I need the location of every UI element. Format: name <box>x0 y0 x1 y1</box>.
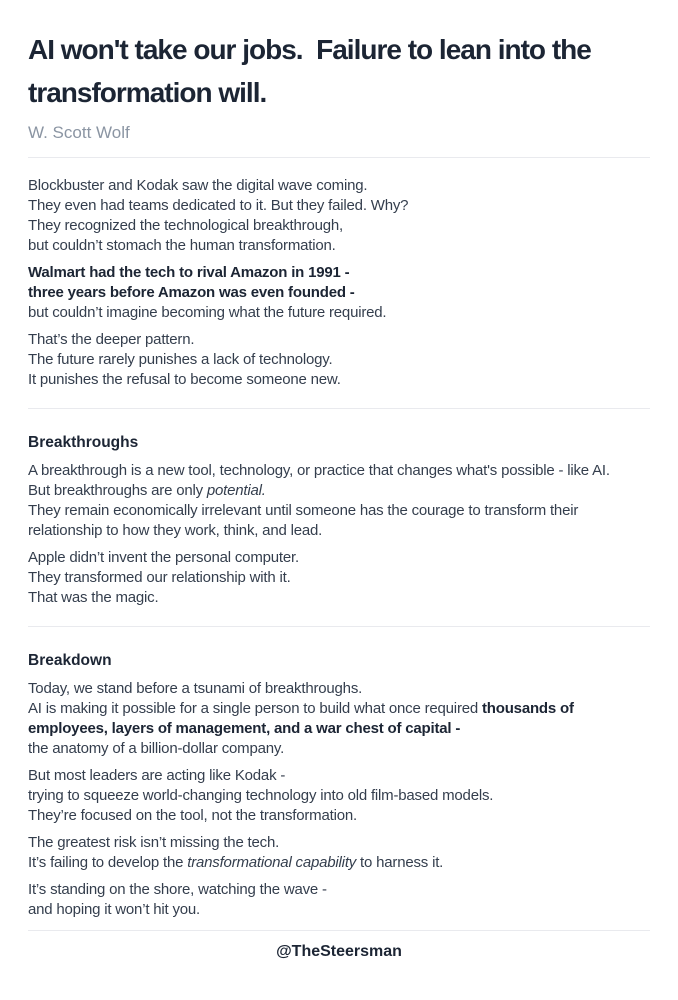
article-title: AI won't take our jobs. Failure to lean into the transformation will. <box>28 34 598 108</box>
text-run: to harness it. <box>356 854 444 871</box>
header-divider <box>28 157 650 158</box>
text-run: A breakthrough is a new tool, technology, or practice that changes what's possible - like AI. <box>28 462 610 479</box>
text-run: and hoping it won’t hit you. <box>28 901 201 918</box>
paragraph <box>28 176 650 256</box>
text-run: The greatest risk isn’t missing the tech. <box>28 834 280 851</box>
text-run: Apple didn’t invent the personal computer. <box>28 549 299 566</box>
footer-divider <box>28 930 650 931</box>
text-run: but couldn’t imagine becoming what the future required. <box>28 304 387 321</box>
paragraph <box>28 330 650 390</box>
text-run: That’s the deeper pattern. <box>28 331 195 348</box>
text-run: potential. <box>206 482 266 499</box>
paragraph <box>28 880 650 920</box>
text-run: But most leaders are acting like Kodak - <box>28 767 286 784</box>
text-run: It punishes the refusal to become someone new. <box>28 371 341 388</box>
article-body <box>28 176 650 920</box>
paragraph <box>28 461 650 541</box>
paragraph <box>28 833 650 873</box>
paragraph <box>28 679 650 759</box>
text-run: Blockbuster and Kodak saw the digital wave coming. <box>28 177 368 194</box>
paragraph <box>28 548 650 608</box>
text-run: three years before Amazon was even founded - <box>28 284 355 301</box>
article-section <box>28 433 650 608</box>
text-run: the anatomy of a billion-dollar company. <box>28 740 285 757</box>
text-run: It’s failing to develop the <box>28 854 188 871</box>
text-run: It’s standing on the shore, watching the wave - <box>28 881 327 898</box>
text-run: Walmart had the tech to rival Amazon in 1991 - <box>28 264 350 281</box>
text-run: AI is making it possible for a single person to build what once required <box>28 700 482 717</box>
paragraph <box>28 766 650 826</box>
text-run: thousands of employees, layers of management, and a war chest of capital - <box>28 700 574 737</box>
text-run: They transformed our relationship with it. <box>28 569 291 586</box>
text-run: but couldn’t stomach the human transformation. <box>28 237 336 254</box>
article-section <box>28 651 650 920</box>
section-heading: Breakthroughs <box>28 434 139 451</box>
section-divider <box>28 408 650 409</box>
text-run: That was the magic. <box>28 589 159 606</box>
section-divider <box>28 626 650 627</box>
article-byline: W. Scott Wolf <box>28 123 130 142</box>
text-run: transformational capability <box>187 854 357 871</box>
text-run: trying to squeeze world-changing technology into old film-based models. <box>28 787 494 804</box>
text-run: But breakthroughs are only <box>28 482 207 499</box>
text-run: The future rarely punishes a lack of technology. <box>28 351 333 368</box>
text-run: They remain economically irrelevant until someone has the courage to transform their relationship to how they work, think, and lead. <box>28 502 579 539</box>
article-section <box>28 176 650 390</box>
text-run: Today, we stand before a tsunami of breakthroughs. <box>28 680 363 697</box>
text-run: They recognized the technological breakthrough, <box>28 217 343 234</box>
section-heading: Breakdown <box>28 652 112 669</box>
text-run: They’re focused on the tool, not the transformation. <box>28 807 357 824</box>
footer-handle: @TheSteersman <box>276 943 402 960</box>
paragraph <box>28 263 650 323</box>
text-run: They even had teams dedicated to it. But they failed. Why? <box>28 197 409 214</box>
